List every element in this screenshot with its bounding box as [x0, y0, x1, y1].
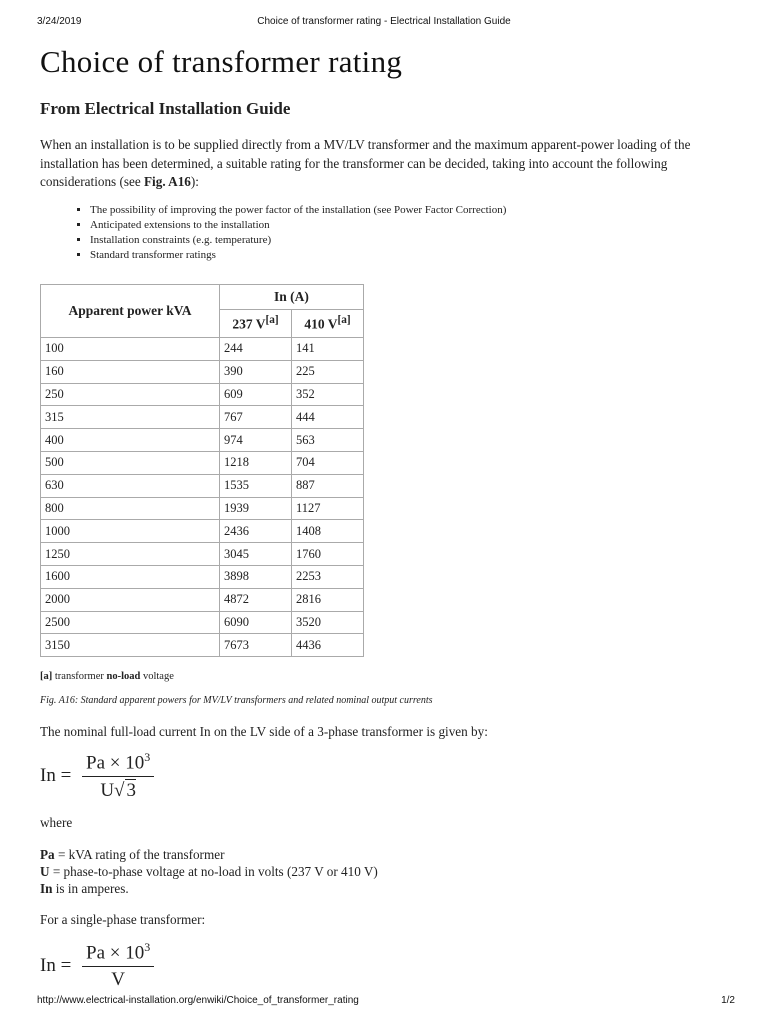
cell-kva: 250 — [41, 383, 220, 406]
table-row — [41, 451, 364, 474]
formula-lhs: In = — [40, 954, 72, 976]
cell-237v: 609 — [220, 383, 292, 406]
where-label: where — [40, 815, 73, 830]
col-237-label: 237 V — [232, 316, 266, 332]
table-row — [41, 383, 364, 406]
cell-237v: 1939 — [220, 497, 292, 520]
cell-237v: 767 — [220, 406, 292, 429]
table-row — [41, 543, 364, 566]
list-item: ▪ The possibility of improving the power factor of the installation (see Power Factor Correction) — [90, 203, 506, 218]
transformer-rating-table — [40, 284, 364, 657]
cell-237v: 7673 — [220, 634, 292, 657]
formula-numerator — [82, 940, 154, 967]
formula-denominator: V — [111, 969, 126, 991]
footnote-pre: transformer — [52, 671, 107, 682]
formula-denominator: U√ 3 — [100, 780, 136, 802]
def-text: = kVA rating of the transformer — [54, 847, 225, 862]
cell-237v: 1535 — [220, 474, 292, 497]
cell-410v: 1127 — [292, 497, 364, 520]
paragraph-three-phase: The nominal full-load current In on the LV side of a 3-phase transformer is given by: — [40, 724, 488, 739]
cell-kva: 1600 — [41, 565, 220, 588]
table-row — [41, 634, 364, 657]
cell-kva: 2000 — [41, 588, 220, 611]
cell-237v: 390 — [220, 360, 292, 383]
def-text: = phase-to-phase voltage at no-load in volts (237 V or 410 V) — [49, 864, 378, 879]
print-date: 3/24/2019 — [37, 16, 82, 27]
definition-row — [40, 863, 378, 880]
formula-lhs: In = — [40, 765, 72, 787]
col-header-apparent-power: Apparent power kVA — [41, 285, 220, 338]
table-row — [41, 520, 364, 543]
col-header-410v — [292, 310, 364, 338]
table-row — [41, 611, 364, 634]
ref-a-link[interactable]: [a] — [265, 314, 279, 327]
cell-410v: 2253 — [292, 565, 364, 588]
table-row — [41, 497, 364, 520]
cell-410v: 887 — [292, 474, 364, 497]
definition-row — [40, 880, 378, 897]
intro-text: When an installation is to be supplied directly from a MV/LV transformer and the maximum apparent-power loading of the installation has been determined, a suitable rating for the transformer can be decided, taking into account the following considerations (see — [40, 137, 691, 189]
list-item: ▪ Standard transformer ratings — [90, 248, 506, 263]
cell-237v: 4872 — [220, 588, 292, 611]
cell-237v: 974 — [220, 429, 292, 452]
footer-url[interactable]: http://www.electrical-installation.org/enwiki/Choice_of_transformer_rating — [37, 995, 359, 1006]
cell-237v: 2436 — [220, 520, 292, 543]
table-row — [41, 565, 364, 588]
table-row — [41, 588, 364, 611]
considerations-list — [40, 203, 506, 263]
table-footnote — [40, 671, 174, 682]
page-title: Choice of transformer rating — [40, 44, 403, 79]
col-header-in: In (A) — [220, 285, 364, 310]
cell-kva: 1000 — [41, 520, 220, 543]
denominator-sqrt: 3 — [126, 780, 136, 802]
formula-fraction — [82, 750, 154, 802]
cell-410v: 444 — [292, 406, 364, 429]
page-subtitle: From Electrical Installation Guide — [40, 99, 291, 118]
cell-237v: 3898 — [220, 565, 292, 588]
cell-kva: 2500 — [41, 611, 220, 634]
table-row — [41, 429, 364, 452]
table-row — [41, 360, 364, 383]
cell-kva: 500 — [41, 451, 220, 474]
col-410-label: 410 V — [304, 316, 338, 332]
cell-410v: 1408 — [292, 520, 364, 543]
cell-kva: 160 — [41, 360, 220, 383]
table-body — [41, 338, 364, 657]
def-term: U — [40, 864, 50, 879]
table-row — [41, 474, 364, 497]
print-title: Choice of transformer rating - Electrical Installation Guide — [257, 16, 511, 27]
footnote-bold: no-load — [106, 671, 141, 682]
table-row — [41, 406, 364, 429]
formula-single-phase — [40, 940, 154, 991]
cell-kva: 1250 — [41, 543, 220, 566]
cell-410v: 141 — [292, 338, 364, 361]
intro-tail: ): — [190, 174, 199, 189]
cell-410v: 4436 — [292, 634, 364, 657]
list-item: ▪ Installation constraints (e.g. temperature) — [90, 233, 506, 248]
cell-410v: 704 — [292, 451, 364, 474]
cell-kva: 400 — [41, 429, 220, 452]
numerator-text: Pa × 10 — [86, 942, 145, 964]
cell-410v: 225 — [292, 360, 364, 383]
cell-kva: 3150 — [41, 634, 220, 657]
fig-ref-link[interactable]: Fig. A16 — [144, 174, 191, 189]
cell-410v: 3520 — [292, 611, 364, 634]
cell-410v: 2816 — [292, 588, 364, 611]
page-number: 1/2 — [721, 995, 735, 1006]
cell-237v: 1218 — [220, 451, 292, 474]
numerator-text: Pa × 10 — [86, 752, 145, 774]
ref-a-link[interactable]: [a] — [337, 314, 351, 327]
footnote-post: voltage — [140, 671, 174, 682]
numerator-exp: 3 — [144, 940, 151, 954]
formula-fraction — [82, 940, 154, 991]
cell-410v: 352 — [292, 383, 364, 406]
col-header-237v — [220, 310, 292, 338]
footnote-ref[interactable]: [a] — [40, 671, 53, 682]
cell-410v: 1760 — [292, 543, 364, 566]
cell-kva: 630 — [41, 474, 220, 497]
cell-kva: 800 — [41, 497, 220, 520]
paragraph-single-phase: For a single-phase transformer: — [40, 912, 206, 927]
cell-237v: 6090 — [220, 611, 292, 634]
table-row — [41, 338, 364, 361]
figure-caption: Fig. A16: Standard apparent powers for MV/LV transformers and related nominal output currents — [40, 695, 433, 706]
cell-237v: 3045 — [220, 543, 292, 566]
cell-237v: 244 — [220, 338, 292, 361]
formula-three-phase — [40, 750, 154, 802]
definitions — [40, 846, 378, 897]
numerator-exp: 3 — [144, 750, 151, 764]
def-text: is in amperes. — [52, 881, 129, 896]
definition-row — [40, 846, 378, 863]
cell-kva: 315 — [41, 406, 220, 429]
list-item: ▪ Anticipated extensions to the installation — [90, 218, 506, 233]
def-term: In — [40, 881, 53, 896]
intro-paragraph — [40, 136, 740, 192]
cell-kva: 100 — [41, 338, 220, 361]
denominator-u: U — [100, 780, 115, 802]
cell-410v: 563 — [292, 429, 364, 452]
formula-numerator — [82, 750, 154, 777]
def-term: Pa — [40, 847, 55, 862]
